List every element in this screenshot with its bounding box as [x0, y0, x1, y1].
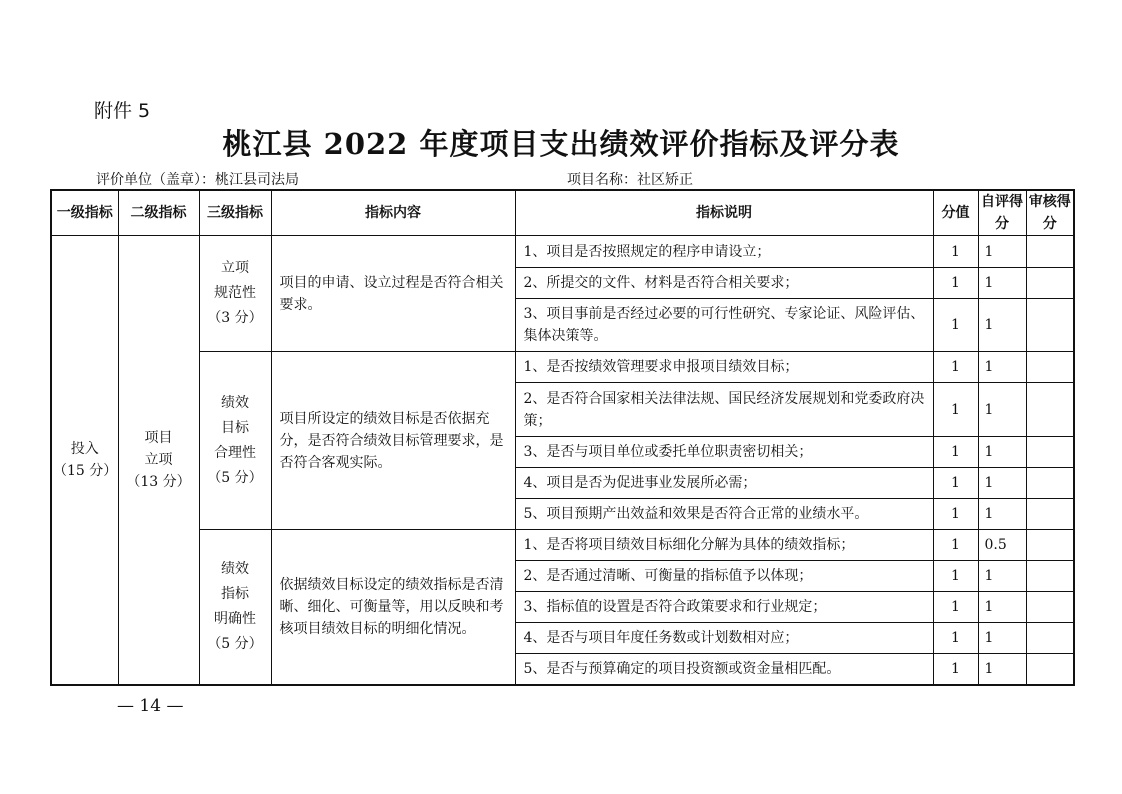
desc-cell: 2、是否符合国家相关法律法规、国民经济发展规划和党委政府决策； [515, 383, 933, 437]
header-content: 指标内容 [271, 190, 515, 236]
review-score-cell [1026, 623, 1074, 654]
evaluation-unit: 评价单位（盖章）：桃江县司法局 [96, 172, 299, 188]
content-cell: 项目所设定的绩效目标是否依据充分，是否符合绩效目标管理要求，是否符合客观实际。 [271, 352, 515, 530]
score-cell: 1 [933, 654, 978, 686]
level3-line: 合理性 [214, 444, 256, 461]
review-score-cell [1026, 383, 1074, 437]
level3-line: 绩效 [221, 561, 249, 577]
level2-name-a: 项目 [144, 430, 173, 446]
attachment-label: 附件 5 [94, 100, 151, 122]
review-score-cell [1026, 236, 1074, 268]
review-score-cell [1026, 352, 1074, 383]
table-row [51, 530, 1074, 561]
desc-cell: 5、是否与预算确定的项目投资额或资金量相匹配。 [515, 654, 933, 686]
self-score-cell: 1 [978, 299, 1026, 352]
score-cell: 1 [933, 352, 978, 383]
content-cell: 依据绩效目标设定的绩效指标是否清晰、细化、可衡量等，用以反映和考核项目绩效目标的明细化情况。 [271, 530, 515, 686]
desc-cell: 1、是否将项目绩效目标细化分解为具体的绩效指标； [515, 530, 933, 561]
self-score-cell: 1 [978, 383, 1026, 437]
review-score-cell [1026, 561, 1074, 592]
desc-cell: 4、项目是否为促进事业发展所必需； [515, 468, 933, 499]
review-score-cell [1026, 437, 1074, 468]
header-level2: 二级指标 [118, 190, 199, 236]
level3-points: （5 分） [207, 636, 263, 652]
level3-line: 明确性 [214, 611, 256, 627]
review-score-cell [1026, 654, 1074, 686]
header-self: 自评得分 [978, 190, 1026, 236]
level3-line: 目标 [221, 419, 249, 436]
desc-cell: 3、指标值的设置是否符合政策要求和行业规定； [515, 592, 933, 623]
self-score-cell: 1 [978, 499, 1026, 530]
score-cell: 1 [933, 236, 978, 268]
score-cell: 1 [933, 592, 978, 623]
self-score-cell: 1 [978, 623, 1026, 654]
level3-line: 立项 [221, 260, 249, 276]
level2-cell [118, 236, 199, 686]
review-score-cell [1026, 530, 1074, 561]
score-cell: 1 [933, 561, 978, 592]
desc-cell: 2、是否通过清晰、可衡量的指标值予以体现； [515, 561, 933, 592]
self-score-cell: 1 [978, 592, 1026, 623]
self-score-cell: 1 [978, 468, 1026, 499]
score-cell: 1 [933, 299, 978, 352]
level3-cell [199, 530, 271, 686]
self-score-cell: 0.5 [978, 530, 1026, 561]
level1-name: 投入 [70, 441, 99, 457]
self-score-cell: 1 [978, 654, 1026, 686]
desc-cell: 3、是否与项目单位或委托单位职责密切相关； [515, 437, 933, 468]
level3-line: 规范性 [214, 285, 256, 301]
self-score-cell: 1 [978, 268, 1026, 299]
page-number: — 14 — [117, 696, 184, 716]
content-cell: 项目的申请、设立过程是否符合相关要求。 [271, 236, 515, 352]
level3-points: （3 分） [207, 310, 263, 326]
review-score-cell [1026, 499, 1074, 530]
self-score-cell: 1 [978, 561, 1026, 592]
review-score-cell [1026, 299, 1074, 352]
header-review: 审核得分 [1026, 190, 1074, 236]
score-cell: 1 [933, 437, 978, 468]
header-row [51, 190, 1074, 236]
level3-line: 绩效 [221, 394, 249, 411]
level3-cell [199, 236, 271, 352]
desc-cell: 2、所提交的文件、材料是否符合相关要求； [515, 268, 933, 299]
level3-points: （5 分） [207, 469, 263, 486]
review-score-cell [1026, 468, 1074, 499]
level2-points: （13 分） [126, 474, 191, 490]
project-name: 项目名称：社区矫正 [567, 172, 693, 188]
score-cell: 1 [933, 530, 978, 561]
header-score: 分值 [933, 190, 978, 236]
header-level1: 一级指标 [51, 190, 118, 236]
level3-cell [199, 352, 271, 530]
header-level3: 三级指标 [199, 190, 271, 236]
page-title: 桃江县 2022 年度项目支出绩效评价指标及评分表 [222, 127, 900, 161]
self-score-cell: 1 [978, 236, 1026, 268]
level3-line: 指标 [221, 586, 249, 602]
score-cell: 1 [933, 468, 978, 499]
self-score-cell: 1 [978, 437, 1026, 468]
desc-cell: 1、是否按绩效管理要求申报项目绩效目标； [515, 352, 933, 383]
header-desc: 指标说明 [515, 190, 933, 236]
level2-name-b: 立项 [144, 452, 173, 468]
score-cell: 1 [933, 268, 978, 299]
level1-cell [51, 236, 118, 686]
level1-points: （15 分） [53, 463, 118, 479]
desc-cell: 3、项目事前是否经过必要的可行性研究、专家论证、风险评估、集体决策等。 [515, 299, 933, 352]
score-cell: 1 [933, 623, 978, 654]
desc-cell: 1、项目是否按照规定的程序申请设立； [515, 236, 933, 268]
evaluation-table [50, 189, 1075, 686]
table-row [51, 236, 1074, 268]
self-score-cell: 1 [978, 352, 1026, 383]
table-row [51, 352, 1074, 383]
score-cell: 1 [933, 383, 978, 437]
review-score-cell [1026, 268, 1074, 299]
review-score-cell [1026, 592, 1074, 623]
score-cell: 1 [933, 499, 978, 530]
desc-cell: 5、项目预期产出效益和效果是否符合正常的业绩水平。 [515, 499, 933, 530]
desc-cell: 4、是否与项目年度任务数或计划数相对应； [515, 623, 933, 654]
